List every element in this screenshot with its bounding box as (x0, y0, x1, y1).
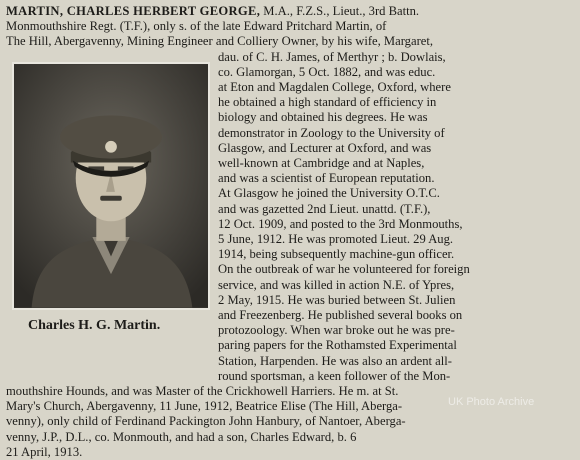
text-line: and was gazetted 2nd Lieut. unattd. (T.F.), (218, 201, 431, 216)
text-line: biology and obtained his degrees. He was (218, 110, 428, 125)
text-line: at Eton and Magdalen College, Oxford, where (218, 80, 451, 94)
text-line: dau. of C. H. James, of Merthyr ; b. Dowlais, (218, 49, 446, 64)
text-line: round sportsman, a keen follower of the Mon- (218, 368, 451, 383)
text-line: The Hill, Abergavenny, Mining Engineer and Colliery Owner, by his wife, Margaret, (6, 34, 433, 49)
entry-heading (6, 4, 570, 19)
text-line: At Glasgow he joined the University O.T.C. (218, 186, 440, 201)
text-line: demonstrator in Zoology to the University of (218, 125, 445, 140)
text-line: protozoology. When war broke out he was pre- (218, 323, 455, 338)
text-line: Monmouthshire Regt. (T.F.), only s. of the late Edward Pritchard Martin, of (6, 19, 387, 34)
text-line: and Freezenberg. He published several books on (218, 308, 463, 322)
text-line: 5 June, 1912. He was promoted Lieut. 29 Aug. (218, 232, 454, 246)
text-line: 1914, being subsequently machine-gun officer. (218, 247, 455, 262)
portrait-illustration (14, 64, 208, 308)
text-line: he obtained a high standard of efficiency in (218, 95, 437, 110)
text-line: mouthshire Hounds, and was Master of the Crickhowell Harriers. He m. at St. (6, 384, 399, 398)
text-line: service, and was killed in action N.E. of Ypres, (218, 277, 455, 292)
photo-caption: Charles H. G. Martin. (28, 318, 161, 333)
text-line: well-known at Cambridge and at Naples, (218, 156, 425, 170)
entry-titles: M.A., F.Z.S., Lieut., 3rd Battn. (260, 4, 420, 18)
text-line: Mary's Church, Abergavenny, 11 June, 1912, Beatrice Elise (The Hill, Aberga- (6, 399, 403, 414)
text-line: 21 April, 1913. (6, 444, 83, 459)
text-line: Glasgow, and Lecturer at Oxford, and was (218, 140, 432, 155)
text-line: co. Glamorgan, 5 Oct. 1882, and was educ. (218, 64, 436, 79)
text-line: On the outbreak of war he volunteered for foreign (218, 262, 470, 277)
text-line: 2 May, 1915. He was buried between St. Julien (218, 292, 456, 307)
text-line: Station, Harpenden. He was also an ardent all- (218, 353, 452, 368)
text-line: and was a scientist of European reputation. (218, 171, 435, 186)
text-line: venny, J.P., D.L., co. Monmouth, and had a son, Charles Edward, b. 6 (6, 429, 357, 444)
text-line: venny), only child of Ferdinand Packington John Hanbury, of Nantoer, Aberga- (6, 414, 406, 429)
entry-name: MARTIN, CHARLES HERBERT GEORGE, (6, 4, 261, 18)
text-line: 12 Oct. 1909, and posted to the 3rd Monmouths, (218, 216, 463, 231)
watermark: UK Photo Archive (448, 396, 535, 408)
portrait-photo (12, 62, 210, 310)
text-line: paring papers for the Rothamsted Experimental (218, 338, 457, 353)
